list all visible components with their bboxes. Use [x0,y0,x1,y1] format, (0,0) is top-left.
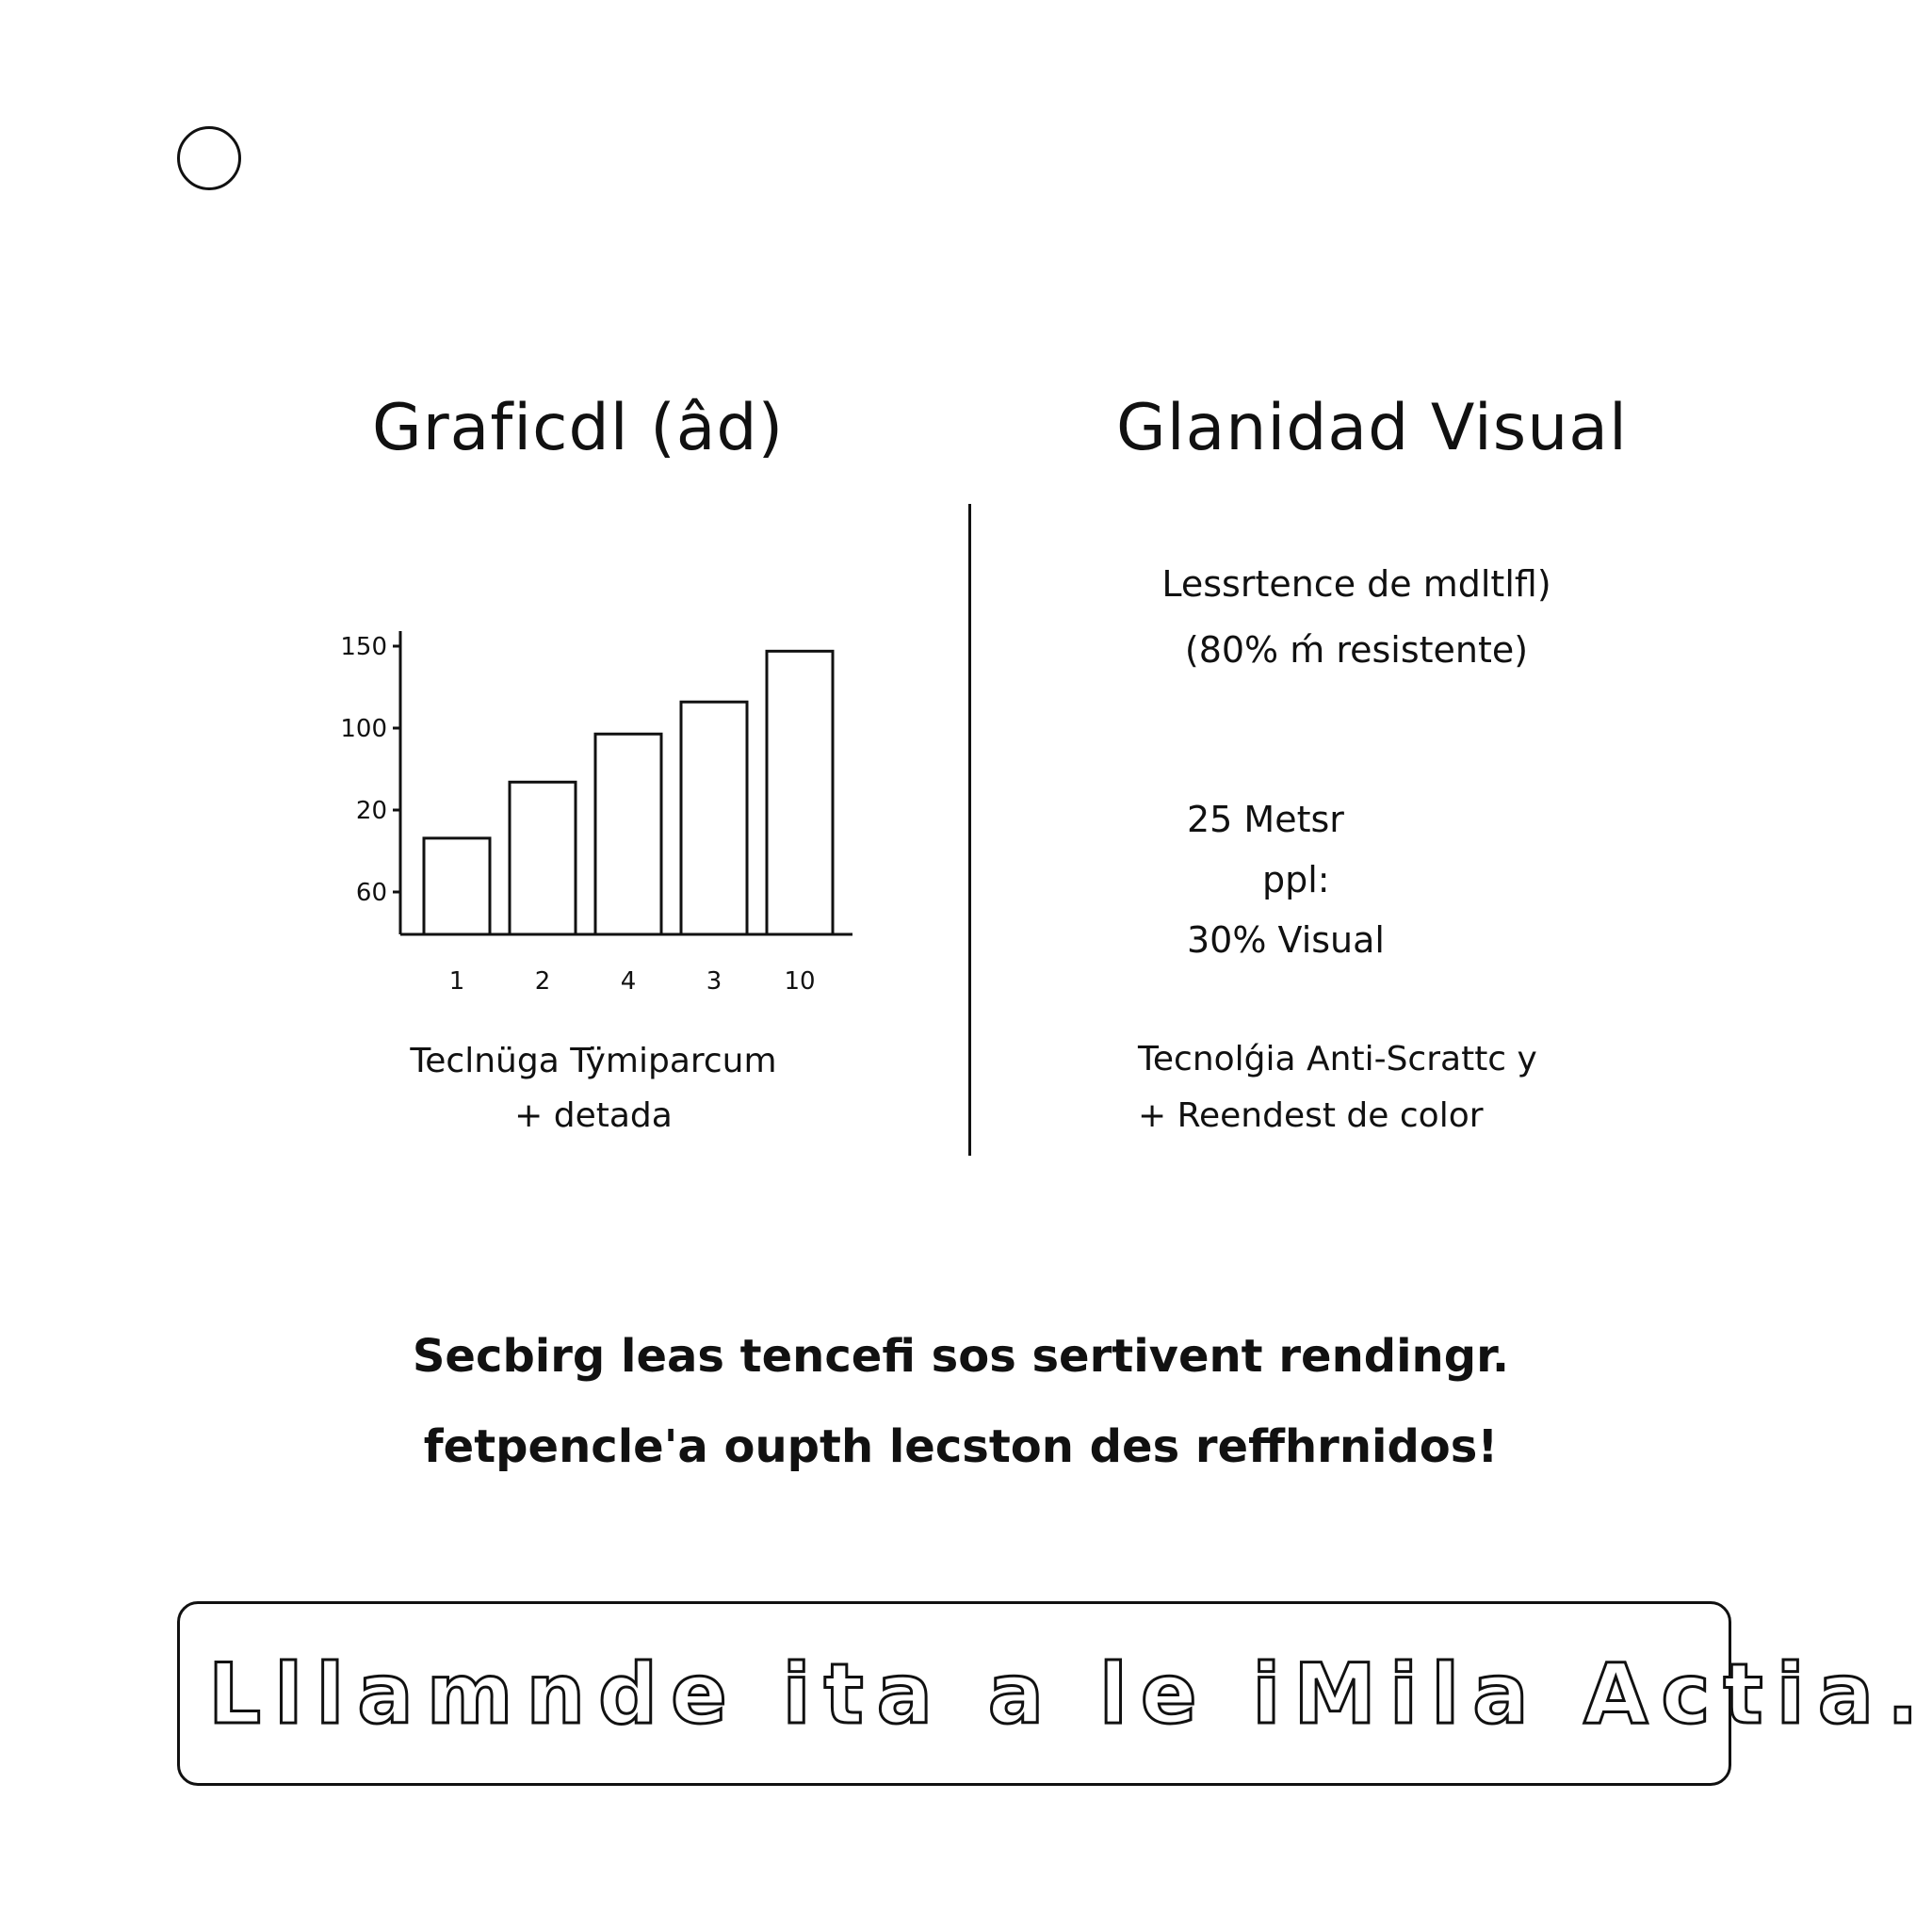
visual-section-title: Glanidad Visual [1116,391,1628,465]
resistance-info [1074,551,1639,683]
bar [510,782,576,934]
call-to-action-button[interactable] [177,1601,1932,1786]
x-tick-label: 4 [620,967,637,996]
section-divider [968,504,971,1156]
stat-line1: 25 Metsr [1187,799,1344,840]
y-tick-label: 100 [340,715,387,743]
chart-section-title: Graficdl (âd) [372,391,785,465]
y-tick-label: 60 [355,879,387,907]
y-tick-label: 20 [355,797,387,825]
bar-chart [311,612,876,1008]
circle-icon [177,126,241,190]
bar [424,838,490,934]
y-tick-label: 150 [340,633,387,661]
chart-caption-line2: + detada [514,1096,673,1135]
stat-line2: ppl: [1262,859,1330,900]
stat-info [1187,789,1469,970]
feature-line2: + Reendest de color [1138,1096,1484,1135]
bar [681,702,747,934]
chart-caption [358,1034,829,1143]
x-tick-label: 2 [534,967,551,996]
bar [595,734,661,934]
x-tick-label: 1 [448,967,465,996]
x-tick-label: 3 [706,967,722,996]
tagline [264,1311,1658,1492]
feature-info [1138,1031,1628,1144]
stat-line3: 30% Visual [1187,919,1385,961]
x-tick-label: 10 [784,967,816,996]
feature-line1: Tecnolǵia Anti-Scrattc y [1138,1040,1537,1078]
bar [767,651,833,934]
tagline-line2: fetpencle'a oupth lecston des reffhrnidos! [423,1420,1499,1473]
resistance-line1: Lessrtence de mdltlfl) [1161,563,1551,605]
resistance-line2: (80% ḿ resistente) [1184,629,1529,671]
call-to-action-label: Lllamnde ita a le iMila Actia. [208,1645,1932,1743]
chart-caption-line1: Teclnüga Tÿmiparcum [410,1042,777,1080]
tagline-line1: Secbirg leas tencefi sos sertivent rendingr. [412,1330,1510,1383]
